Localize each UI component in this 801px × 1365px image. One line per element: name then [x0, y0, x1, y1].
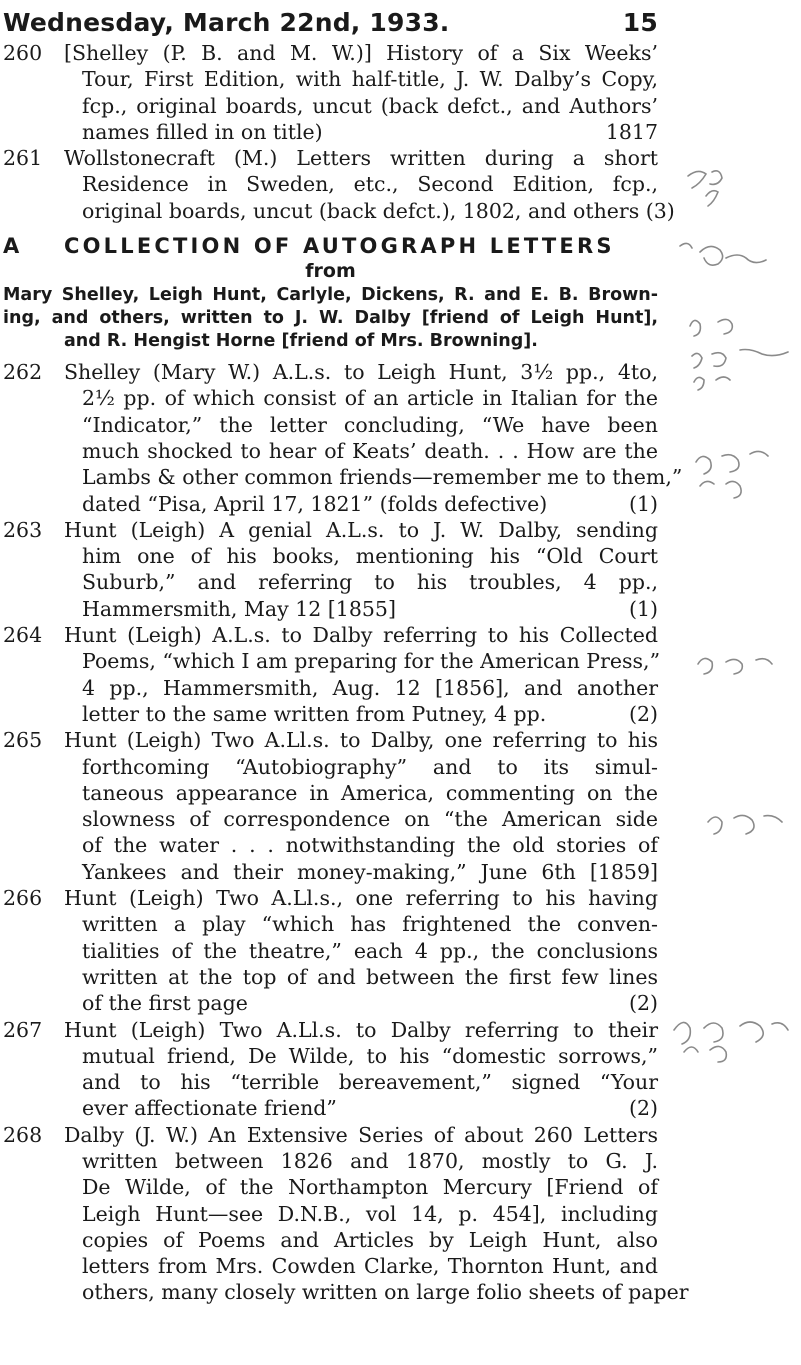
lot-text-line: others, many closely written on large folio sheets of paper	[82, 1280, 689, 1305]
lot-text-line: 4 pp., Hammersmith, Aug. 12 [1856], and another	[82, 675, 658, 700]
lot-text-line: Tour, First Edition, with half-title, J. W. Dalby’s Copy,	[82, 67, 658, 92]
lot-number: 261	[3, 146, 43, 171]
lot-entry	[3, 622, 661, 727]
lot-text-line: Shelley (Mary W.) A.L.s. to Leigh Hunt, 3½ pp., 4to,	[64, 360, 658, 385]
lot-text-line: tialities of the theatre,” each 4 pp., the conclusions	[82, 938, 658, 963]
lot-entry	[3, 727, 658, 885]
lot-price: 1817	[605, 119, 658, 144]
lot-text-line: Leigh Hunt—see D.N.B., vol 14, p. 454], including	[82, 1201, 658, 1226]
handwritten-pencil-notes-icon	[660, 0, 801, 1365]
lot-entry	[3, 1017, 658, 1122]
page-header	[3, 8, 658, 37]
lot-number: 265	[3, 728, 43, 753]
lot-text-line: Hunt (Leigh) A.L.s. to Dalby referring to his Collected	[64, 623, 658, 648]
lot-text-line: Residence in Sweden, etc., Second Edition, fcp.,	[82, 172, 658, 197]
lot-text-line: Wollstonecraft (M.) Letters written during a short	[64, 146, 658, 171]
lot-price: (2)	[628, 991, 658, 1016]
section-heading	[3, 234, 658, 258]
lot-text-line: De Wilde, of the Northampton Mercury [Friend of	[82, 1175, 658, 1200]
lot-text-line: Poems, “which I am preparing for the American Press,”	[82, 649, 661, 674]
lot-number: 260	[3, 41, 43, 65]
lot-text-line: taneous appearance in America, commenting on the	[82, 780, 658, 805]
section-subtitle-line: Mary Shelley, Leigh Hunt, Carlyle, Dickens, R. and E. B. Brown-	[3, 285, 658, 306]
lot-text-line: Yankees and their money-making,” June 6th [1859]	[82, 859, 658, 884]
lot-text-line: written at the top of and between the first few lines	[82, 964, 658, 989]
lot-price: (2)	[628, 701, 658, 726]
catalogue-content	[3, 40, 689, 1306]
lot-text-line: forthcoming “Autobiography” and to its simul-	[82, 754, 658, 779]
lot-entry	[3, 517, 658, 622]
lot-number: 264	[3, 623, 43, 648]
lot-price: (1)	[628, 491, 658, 516]
section-subtitle-line: and R. Hengist Horne [friend of Mrs. Browning].	[64, 331, 538, 352]
lot-entry	[3, 145, 675, 224]
lot-number: 263	[3, 517, 43, 542]
section-subtitle-line: ing, and others, written to J. W. Dalby [friend of Leigh Hunt],	[3, 308, 658, 329]
lot-number: 267	[3, 1017, 43, 1042]
lot-entry	[3, 359, 683, 517]
lot-text-line: of the first page	[82, 991, 248, 1016]
lot-text-line: dated “Pisa, April 17, 1821” (folds defective)	[82, 491, 548, 516]
lot-text-line: 2½ pp. of which consist of an article in Italian for the	[82, 386, 658, 411]
lot-text-line: Hunt (Leigh) Two A.Ll.s., one referring to his having	[64, 886, 658, 911]
page-number: 15	[622, 8, 658, 37]
lot-entry	[3, 885, 658, 1016]
pencil-annotations	[660, 0, 801, 1365]
lot-text-line: names filled in on title)	[82, 119, 323, 144]
lot-text-line: Dalby (J. W.) An Extensive Series of about 260 Letters	[64, 1122, 658, 1147]
lot-text-line: “Indicator,” the letter concluding, “We have been	[82, 412, 658, 437]
lot-number: 262	[3, 360, 43, 385]
lot-text-line: Suburb,” and referring to his troubles, 4 pp.,	[82, 570, 658, 595]
lot-text-line: him one of his books, mentioning his “Old Court	[82, 544, 658, 569]
lot-text-line: written between 1826 and 1870, mostly to G. J.	[82, 1148, 658, 1173]
lot-text-line: written a play “which has frightened the conven-	[82, 912, 658, 937]
lot-entry	[3, 1122, 689, 1306]
lot-text-line: Hunt (Leigh) A genial A.L.s. to J. W. Dalby, sending	[64, 517, 658, 542]
lot-text-line: mutual friend, De Wilde, to his “domestic sorrows,”	[82, 1043, 658, 1068]
header-date: Wednesday, March 22nd, 1933.	[3, 8, 450, 37]
section-from: from	[305, 260, 356, 283]
lot-text-line: [Shelley (P. B. and M. W.)] History of a Six Weeks’	[64, 41, 658, 65]
lot-text-line: letters from Mrs. Cowden Clarke, Thornton Hunt, and	[82, 1254, 658, 1279]
section-letter: A	[3, 234, 20, 259]
section-subtitle	[3, 284, 658, 353]
lot-text-line: much shocked to hear of Keats’ death. . . How are the	[82, 438, 658, 463]
lot-text-line: and to his “terrible bereavement,” signed “Your	[82, 1070, 658, 1095]
section-title: COLLECTION OF AUTOGRAPH LETTERS	[64, 234, 615, 259]
lot-text-line: fcp., original boards, uncut (back defct., and Authors’	[82, 93, 658, 118]
lot-text-line: Hunt (Leigh) Two A.Ll.s. to Dalby, one referring to his	[64, 728, 658, 753]
lot-text-line: Hammersmith, May 12 [1855]	[82, 596, 396, 621]
lot-text-line: letter to the same written from Putney, 4 pp.	[82, 701, 547, 726]
lot-price: (2)	[628, 1096, 658, 1121]
lot-text-line: slowness of correspondence on “the American side	[82, 807, 658, 832]
lot-text-line: of the water . . . notwithstanding the old stories of	[82, 833, 658, 858]
lot-text-line: ever affectionate friend”	[82, 1096, 337, 1121]
lot-entry	[3, 40, 658, 145]
lot-text-line: Lambs & other common friends—remember me to them,”	[82, 465, 683, 490]
lot-number: 268	[3, 1122, 43, 1147]
lot-text-line: original boards, uncut (back defct.), 1802, and others (3)	[82, 198, 675, 223]
lot-text-line: copies of Poems and Articles by Leigh Hunt, also	[82, 1227, 658, 1252]
lot-number: 266	[3, 886, 43, 911]
lot-price: (1)	[628, 596, 658, 621]
lot-text-line: Hunt (Leigh) Two A.Ll.s. to Dalby referring to their	[64, 1017, 658, 1042]
